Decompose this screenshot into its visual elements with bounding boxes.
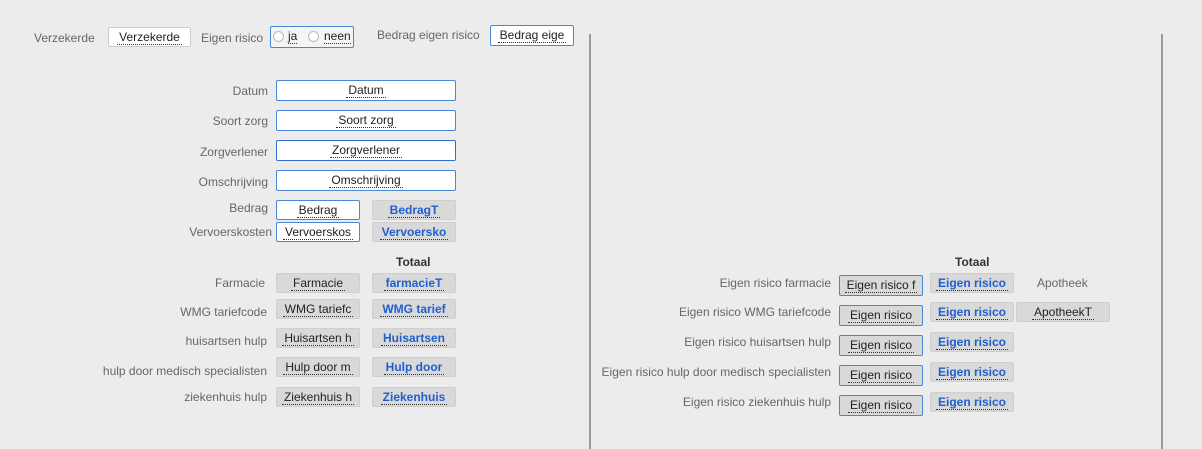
bedrag-value: Bedrag bbox=[298, 203, 338, 217]
left-row-value: Huisartsen h bbox=[284, 331, 352, 345]
left-row-label: huisartsen hulp bbox=[185, 334, 267, 348]
vervoerskosten-value: Vervoerskos bbox=[284, 225, 352, 239]
right-row-total-link[interactable]: Eigen risico bbox=[937, 395, 1007, 409]
right-row-total-link[interactable]: Eigen risico bbox=[937, 335, 1007, 349]
left-row-total-link[interactable]: WMG tarief bbox=[382, 302, 446, 316]
zorgverlener-input[interactable] bbox=[276, 140, 456, 161]
center-divider bbox=[589, 34, 591, 449]
left-row-value-button[interactable] bbox=[276, 387, 360, 407]
left-row-label: WMG tariefcode bbox=[180, 305, 267, 319]
right-row-total-button[interactable] bbox=[930, 332, 1014, 352]
left-row-label: hulp door medisch specialisten bbox=[102, 364, 267, 378]
verzekerde-field[interactable] bbox=[108, 27, 191, 47]
vervoerskosten-input[interactable] bbox=[276, 222, 360, 242]
left-row-total-link[interactable]: Hulp door bbox=[385, 360, 443, 374]
vervoerskosten-total-button[interactable] bbox=[372, 222, 456, 242]
left-row-value-button[interactable] bbox=[276, 328, 360, 348]
datum-value: Datum bbox=[348, 83, 384, 97]
left-row-value-button[interactable] bbox=[276, 273, 360, 293]
right-row-value-button[interactable] bbox=[839, 275, 923, 296]
datum-input[interactable] bbox=[276, 80, 456, 101]
right-row-total-button[interactable] bbox=[930, 273, 1014, 293]
zorgverlener-label: Zorgverlener bbox=[199, 145, 268, 159]
left-row-total-link[interactable]: Ziekenhuis bbox=[382, 390, 446, 404]
radio-neen-label[interactable]: neen bbox=[324, 29, 351, 43]
left-row-total-button[interactable] bbox=[372, 273, 456, 293]
radio-ja[interactable] bbox=[273, 31, 284, 42]
left-row-label: ziekenhuis hulp bbox=[184, 390, 267, 404]
left-row-value-button[interactable] bbox=[276, 357, 360, 377]
verzekerde-label: Verzekerde bbox=[34, 31, 95, 45]
left-row-value: Farmacie bbox=[292, 276, 343, 290]
radio-neen[interactable] bbox=[308, 31, 319, 42]
bedrag-eigen-risico-label: Bedrag eigen risico bbox=[377, 28, 480, 42]
right-row-value-button[interactable] bbox=[839, 305, 923, 326]
right-row-total-link[interactable]: Eigen risico bbox=[937, 276, 1007, 290]
left-row-total-button[interactable] bbox=[372, 357, 456, 377]
right-row-total-link[interactable]: Eigen risico bbox=[937, 365, 1007, 379]
soort-zorg-input[interactable] bbox=[276, 110, 456, 131]
left-row-total-button[interactable] bbox=[372, 299, 456, 319]
right-totaal-header: Totaal bbox=[955, 255, 990, 269]
left-row-value-button[interactable] bbox=[276, 299, 360, 319]
bedrag-eigen-risico-field[interactable] bbox=[490, 25, 574, 46]
bedrag-eigen-risico-value: Bedrag eige bbox=[499, 28, 565, 42]
verzekerde-value: Verzekerde bbox=[119, 30, 180, 44]
radio-ja-label[interactable]: ja bbox=[288, 29, 298, 43]
left-totaal-header: Totaal bbox=[396, 255, 431, 269]
right-row-total-link[interactable]: Eigen risico bbox=[937, 305, 1007, 319]
left-row-total-button[interactable] bbox=[372, 328, 456, 348]
right-row-value-button[interactable] bbox=[839, 365, 923, 386]
apotheek-total-button[interactable] bbox=[1016, 302, 1110, 322]
eigen-risico-label: Eigen risico bbox=[201, 31, 264, 45]
right-row-value: Eigen risico bbox=[849, 338, 913, 352]
right-row-value: Eigen risico bbox=[849, 368, 913, 382]
right-row-value: Eigen risico f bbox=[846, 278, 916, 292]
bedrag-label: Bedrag bbox=[229, 201, 268, 215]
omschrijving-input[interactable] bbox=[276, 170, 456, 191]
vervoerskosten-label: Vervoerskosten bbox=[189, 225, 272, 239]
omschrijving-label: Omschrijving bbox=[198, 175, 268, 189]
right-row-total-button[interactable] bbox=[930, 392, 1014, 412]
right-row-label: Eigen risico hulp door medisch specialisten bbox=[601, 365, 831, 379]
right-row-value: Eigen risico bbox=[849, 398, 913, 412]
right-divider bbox=[1161, 34, 1163, 449]
omschrijving-value: Omschrijving bbox=[331, 173, 401, 187]
vervoerskosten-total-link[interactable]: Vervoersko bbox=[381, 225, 447, 239]
right-row-label: Eigen risico WMG tariefcode bbox=[678, 305, 831, 319]
left-row-value: WMG tariefc bbox=[284, 302, 352, 316]
left-row-label: Farmacie bbox=[214, 276, 265, 290]
right-row-value-button[interactable] bbox=[839, 335, 923, 356]
soort-zorg-label: Soort zorg bbox=[212, 114, 268, 128]
right-row-value-button[interactable] bbox=[839, 395, 923, 416]
left-row-total-link[interactable]: Huisartsen bbox=[382, 331, 446, 345]
eigen-risico-radio-group bbox=[270, 26, 354, 48]
left-row-total-link[interactable]: farmacieT bbox=[385, 276, 443, 290]
right-row-label: Eigen risico huisartsen hulp bbox=[684, 335, 831, 349]
right-row-total-button[interactable] bbox=[930, 302, 1014, 322]
right-row-value: Eigen risico bbox=[849, 308, 913, 322]
apotheek-label: Apotheek bbox=[1037, 276, 1088, 290]
left-row-value: Hulp door m bbox=[285, 360, 351, 374]
left-row-total-button[interactable] bbox=[372, 387, 456, 407]
right-row-total-button[interactable] bbox=[930, 362, 1014, 382]
bedrag-total-link[interactable]: BedragT bbox=[389, 203, 439, 217]
right-row-label: Eigen risico farmacie bbox=[719, 276, 831, 290]
left-row-value: Ziekenhuis h bbox=[283, 390, 353, 404]
right-row-label: Eigen risico ziekenhuis hulp bbox=[682, 395, 831, 409]
bedrag-total-button[interactable] bbox=[372, 200, 456, 220]
bedrag-input[interactable] bbox=[276, 200, 360, 220]
datum-label: Datum bbox=[232, 84, 268, 98]
apotheek-total-value: ApotheekT bbox=[1033, 305, 1093, 319]
zorgverlener-value: Zorgverlener bbox=[331, 143, 401, 157]
soort-zorg-value: Soort zorg bbox=[338, 113, 394, 127]
